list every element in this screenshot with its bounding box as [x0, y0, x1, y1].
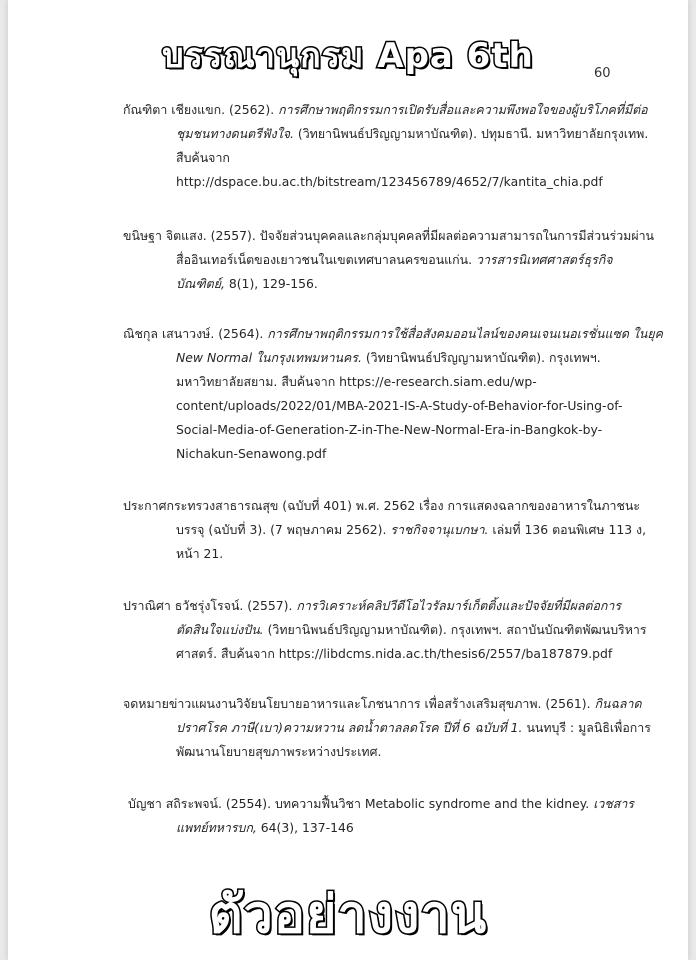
reference-line: ณิชกุล เสนาวงษ์. (2564). การศึกษาพฤติกรรมการใช้สื่อสังคมออนไลน์ของคนเจนเนอเรชั่นแซด ในยุค [123, 326, 663, 341]
reference-entry [123, 322, 663, 466]
reference-line: Nichakun-Senawong.pdf [176, 446, 327, 461]
reference-line: หน้า 21. [176, 546, 224, 561]
page-number: 60 [594, 66, 611, 81]
reference-line: content/uploads/2022/01/MBA-2021-IS-A-Study-of-Behavior-for-Using-of- [176, 398, 623, 413]
reference-line: กัณฑิตา เชียงแขก. (2562). การศึกษาพฤติกรรมการเปิดรับสื่อและความพึงพอใจของผู้บริโภคที่มีต่อ [123, 102, 648, 117]
reference-line: ชุมชนทางดนตรีฟังใจ. (วิทยานิพนธ์ปริญญามหาบัณฑิต). ปทุมธานี. มหาวิทยาลัยกรุงเทพ. [176, 126, 649, 141]
reference-line: บัญชา สถิระพจน์. (2554). บทความฟื้นวิชา Metabolic syndrome and the kidney. เวชสาร [128, 796, 634, 811]
reference-entry [128, 792, 634, 840]
reference-line: จดหมายข่าวแผนงานวิจัยนโยบายอาหารและโภชนาการ เพื่อสร้างเสริมสุขภาพ. (2561). กินฉลาด [123, 696, 642, 711]
reference-line: สื่ออินเทอร์เน็ตของเยาวชนในเขตเทศบาลนครขอนแก่น. วารสารนิเทศศาสตร์ธุรกิจ [176, 252, 613, 267]
reference-entry [123, 494, 647, 566]
reference-line: http://dspace.bu.ac.th/bitstream/123456789/4652/7/kantita_chia.pdf [176, 174, 603, 189]
reference-line: บรรจุ (ฉบับที่ 3). (7 พฤษภาคม 2562). ราชกิจจานุเบกษา. เล่มที่ 136 ตอนพิเศษ 113 ง, [176, 522, 647, 537]
reference-line: แพทย์ทหารบก, 64(3), 137-146 [176, 820, 354, 835]
reference-line: New Normal ในกรุงเทพมหานคร. (วิทยานิพนธ์ปริญญามหาบัณฑิต). กรุงเทพฯ. [176, 350, 601, 365]
banner-example-bottom: ตัวอย่างงาน [208, 885, 488, 945]
reference-entry [123, 224, 655, 296]
reference-line: ขนิษฐา จิตแสง. (2557). ปัจจัยส่วนบุคคลและกลุ่มบุคคลที่มีผลต่อความสามารถในการมีส่วนร่วมผ่าน [123, 228, 655, 243]
reference-line: ปราศโรค ภาษี(เบา)ความหวาน ลดน้ำตาลลดโรค ปีที่ 6 ฉบับที่ 1. นนทบุรี : มูลนิธิเพื่อการ [176, 720, 651, 735]
reference-line: ประกาศกระทรวงสาธารณสุข (ฉบับที่ 401) พ.ศ. 2562 เรื่อง การแสดงฉลากของอาหารในภาชนะ [123, 498, 641, 513]
reference-line: พัฒนานโยบายสุขภาพระหว่างประเทศ. [176, 744, 382, 759]
reference-line: บัณฑิตย์, 8(1), 129-156. [176, 276, 318, 291]
reference-line: ตัดสินใจแบ่งปัน. (วิทยานิพนธ์ปริญญามหาบัณฑิต). กรุงเทพฯ. สถาบันบัณฑิตพัฒนบริหาร [176, 622, 647, 637]
banner-title-top: บรรณานุกรม Apa 6th [162, 36, 534, 76]
reference-entry [123, 594, 647, 666]
document-page [8, 0, 688, 960]
reference-entry [123, 692, 651, 764]
reference-line: Social-Media-of-Generation-Z-in-The-New-Normal-Era-in-Bangkok-by- [176, 422, 603, 437]
reference-line: ปราณิศา ธวัชรุ่งโรจน์. (2557). การวิเคราะห์คลิปวีดีโอไวรัลมาร์เก็ตติ้งและปัจจัยที่มีผลต่อการ [123, 598, 622, 613]
reference-entry [123, 98, 649, 194]
reference-line: สืบค้นจาก [176, 150, 230, 165]
reference-line: มหาวิทยาลัยสยาม. สืบค้นจาก https://e-research.siam.edu/wp- [176, 374, 537, 389]
reference-line: ศาสตร์. สืบค้นจาก https://libdcms.nida.ac.th/thesis6/2557/ba187879.pdf [176, 646, 613, 661]
